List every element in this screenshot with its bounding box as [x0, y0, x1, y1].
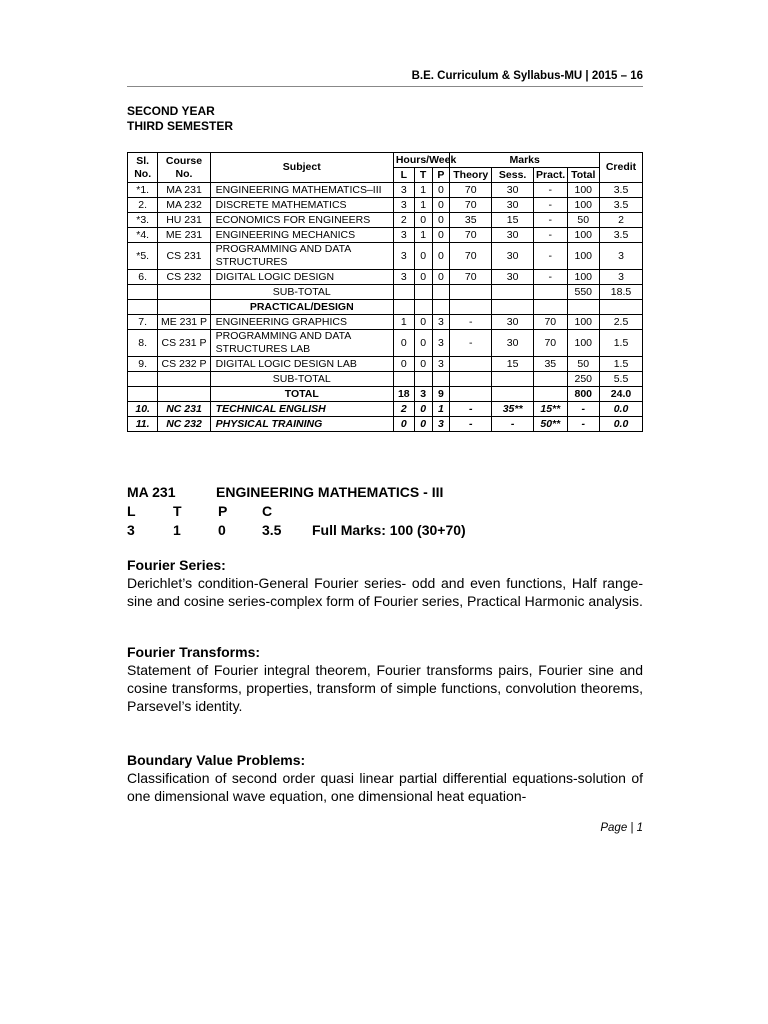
cell-theory: - — [450, 315, 492, 330]
cell-p: 3 — [432, 417, 450, 432]
table-cell — [393, 285, 414, 300]
cell-l: 3 — [393, 270, 414, 285]
cell-total-label: TOTAL — [210, 387, 393, 402]
cell-subject: ENGINEERING MATHEMATICS–III — [210, 183, 393, 198]
table-cell — [534, 300, 567, 315]
table-row — [128, 198, 643, 213]
table-row — [128, 330, 643, 357]
cell-subject: DISCRETE MATHEMATICS — [210, 198, 393, 213]
cell-pract: - — [534, 183, 567, 198]
cell-practical-heading: PRACTICAL/DESIGN — [210, 300, 393, 315]
cell-p: 0 — [432, 243, 450, 270]
cell-t: 1 — [414, 183, 432, 198]
cell-total: 100 — [567, 228, 599, 243]
cell-total: 100 — [567, 183, 599, 198]
cell-theory: - — [450, 330, 492, 357]
cell-sl: 6. — [128, 270, 158, 285]
ltpc-l-value: 3 — [127, 522, 135, 538]
cell-credit: 1.5 — [600, 357, 643, 372]
cell-course — [158, 285, 210, 300]
cell-pract: - — [534, 213, 567, 228]
table-header-row — [128, 153, 643, 168]
table-row — [128, 417, 643, 432]
cell-course: CS 231 P — [158, 330, 210, 357]
col-credit: Credit — [600, 153, 643, 183]
cell-course — [158, 300, 210, 315]
table-row — [128, 315, 643, 330]
table-cell — [414, 372, 432, 387]
cell-subject: ENGINEERING GRAPHICS — [210, 315, 393, 330]
cell-theory: - — [450, 417, 492, 432]
curriculum-table — [127, 152, 643, 432]
section-body: Classification of second order quasi linear partial differential equations-solution of one dimensional wave equation, one dimensional heat equation- — [127, 770, 643, 804]
course-code: MA 231 — [127, 484, 176, 500]
cell-sl — [128, 387, 158, 402]
table-cell — [450, 300, 492, 315]
cell-credit: 3.5 — [600, 228, 643, 243]
cell-sl: 7. — [128, 315, 158, 330]
cell-total: 800 — [567, 387, 599, 402]
ltpc-p-label: P — [218, 503, 228, 519]
col-hours: Hours/Week — [393, 153, 450, 168]
cell-sl — [128, 372, 158, 387]
cell-l: 3 — [393, 228, 414, 243]
section-boundary-value-problems — [127, 751, 643, 805]
cell-sess: 30 — [492, 243, 534, 270]
cell-t: 0 — [414, 402, 432, 417]
cell-theory: - — [450, 402, 492, 417]
table-cell — [534, 285, 567, 300]
table-cell — [534, 372, 567, 387]
cell-l: 3 — [393, 183, 414, 198]
cell-total: 100 — [567, 243, 599, 270]
cell-theory: 70 — [450, 270, 492, 285]
subtotal-row — [128, 372, 643, 387]
cell-sl: *3. — [128, 213, 158, 228]
cell-sess: 35** — [492, 402, 534, 417]
table-cell — [450, 387, 492, 402]
cell-total: 250 — [567, 372, 599, 387]
cell-sess: - — [492, 417, 534, 432]
ltpc-t-label: T — [173, 503, 182, 519]
table-row — [128, 402, 643, 417]
cell-t: 1 — [414, 198, 432, 213]
section-heading: Fourier Transforms: — [127, 644, 261, 660]
cell-p: 0 — [432, 270, 450, 285]
cell-credit: 5.5 — [600, 372, 643, 387]
table-cell — [414, 285, 432, 300]
cell-total: 100 — [567, 270, 599, 285]
cell-sess: 15 — [492, 357, 534, 372]
cell-credit: 0.0 — [600, 402, 643, 417]
table-cell — [432, 285, 450, 300]
cell-t: 3 — [414, 387, 432, 402]
cell-l: 2 — [393, 402, 414, 417]
cell-subject: PHYSICAL TRAINING — [210, 417, 393, 432]
practical-heading-row — [128, 300, 643, 315]
cell-total: 100 — [567, 330, 599, 357]
cell-p: 3 — [432, 357, 450, 372]
cell-sl: *4. — [128, 228, 158, 243]
cell-course: MA 232 — [158, 198, 210, 213]
cell-total: 100 — [567, 315, 599, 330]
cell-p: 0 — [432, 183, 450, 198]
col-t: T — [414, 168, 432, 183]
col-marks: Marks — [450, 153, 600, 168]
table-cell — [492, 300, 534, 315]
cell-theory — [450, 357, 492, 372]
cell-credit: 3.5 — [600, 198, 643, 213]
table-cell — [492, 285, 534, 300]
cell-p: 9 — [432, 387, 450, 402]
table-row — [128, 357, 643, 372]
section-heading: Boundary Value Problems: — [127, 752, 306, 768]
cell-l: 0 — [393, 357, 414, 372]
cell-sl: *1. — [128, 183, 158, 198]
cell-course — [158, 372, 210, 387]
cell-course: CS 232 P — [158, 357, 210, 372]
cell-sl — [128, 300, 158, 315]
cell-pract: 15** — [534, 402, 567, 417]
cell-l: 3 — [393, 243, 414, 270]
cell-l: 0 — [393, 330, 414, 357]
cell-t: 0 — [414, 213, 432, 228]
cell-credit: 3.5 — [600, 183, 643, 198]
cell-sess: 30 — [492, 228, 534, 243]
cell-pract: 35 — [534, 357, 567, 372]
cell-credit: 3 — [600, 243, 643, 270]
cell-subject: DIGITAL LOGIC DESIGN — [210, 270, 393, 285]
cell-subtotal-label: SUB-TOTAL — [210, 372, 393, 387]
cell-subject: DIGITAL LOGIC DESIGN LAB — [210, 357, 393, 372]
section-fourier-transforms — [127, 643, 643, 715]
cell-credit: 3 — [600, 270, 643, 285]
cell-sl — [128, 285, 158, 300]
cell-subject: ECONOMICS FOR ENGINEERS — [210, 213, 393, 228]
cell-course: CS 231 — [158, 243, 210, 270]
section-fourier-series — [127, 556, 643, 610]
col-total: Total — [567, 168, 599, 183]
col-pract: Pract. — [534, 168, 567, 183]
cell-credit: 18.5 — [600, 285, 643, 300]
cell-sess: 30 — [492, 270, 534, 285]
cell-sess: 15 — [492, 213, 534, 228]
cell-theory: 70 — [450, 183, 492, 198]
cell-theory: 70 — [450, 228, 492, 243]
col-subject: Subject — [210, 153, 393, 183]
cell-p: 0 — [432, 213, 450, 228]
cell-sl: 10. — [128, 402, 158, 417]
table-row — [128, 270, 643, 285]
cell-t: 0 — [414, 330, 432, 357]
table-cell — [492, 372, 534, 387]
table-row — [128, 183, 643, 198]
cell-total: - — [567, 402, 599, 417]
cell-total: 50 — [567, 357, 599, 372]
subtotal-row — [128, 285, 643, 300]
table-cell — [600, 300, 643, 315]
running-header: B.E. Curriculum & Syllabus-MU | 2015 – 16 — [411, 70, 643, 82]
cell-total: 50 — [567, 213, 599, 228]
cell-total: 550 — [567, 285, 599, 300]
cell-l: 0 — [393, 417, 414, 432]
cell-course: MA 231 — [158, 183, 210, 198]
cell-pract: 70 — [534, 315, 567, 330]
cell-t: 0 — [414, 417, 432, 432]
cell-l: 1 — [393, 315, 414, 330]
ltpc-l-label: L — [127, 503, 136, 519]
cell-t: 1 — [414, 228, 432, 243]
cell-t: 0 — [414, 270, 432, 285]
ltpc-c-value: 3.5 — [262, 522, 282, 538]
cell-l: 18 — [393, 387, 414, 402]
col-sl: Sl. No. — [128, 153, 158, 183]
cell-subject: ENGINEERING MECHANICS — [210, 228, 393, 243]
cell-subject: PROGRAMMING AND DATA STRUCTURES — [210, 243, 393, 270]
cell-course: NC 231 — [158, 402, 210, 417]
full-marks: Full Marks: 100 (30+70) — [312, 522, 466, 538]
table-cell — [432, 300, 450, 315]
cell-credit: 0.0 — [600, 417, 643, 432]
cell-pract: 70 — [534, 330, 567, 357]
table-cell — [492, 387, 534, 402]
table-row — [128, 213, 643, 228]
page-number: Page | 1 — [600, 822, 643, 834]
header-rule — [127, 86, 643, 87]
cell-subtotal-label: SUB-TOTAL — [210, 285, 393, 300]
cell-course — [158, 387, 210, 402]
section-body: Derichlet’s condition-General Fourier series- odd and even functions, Half range-sine and cosine series-complex form of Fourier series, Practical Harmonic analysis. — [127, 575, 643, 609]
ltpc-p-value: 0 — [218, 522, 226, 538]
cell-pract: 50** — [534, 417, 567, 432]
table-cell — [432, 372, 450, 387]
cell-course: CS 232 — [158, 270, 210, 285]
table-cell — [393, 300, 414, 315]
cell-sl: 8. — [128, 330, 158, 357]
cell-l: 2 — [393, 213, 414, 228]
semester-label: THIRD SEMESTER — [127, 119, 234, 133]
cell-t: 0 — [414, 357, 432, 372]
table-body — [128, 183, 643, 432]
cell-p: 0 — [432, 198, 450, 213]
col-sess: Sess. — [492, 168, 534, 183]
table-cell — [393, 372, 414, 387]
cell-p: 1 — [432, 402, 450, 417]
cell-sess: 30 — [492, 315, 534, 330]
cell-t: 0 — [414, 315, 432, 330]
cell-total: 100 — [567, 198, 599, 213]
cell-total: - — [567, 417, 599, 432]
table-row — [128, 228, 643, 243]
cell-pract: - — [534, 198, 567, 213]
col-p: P — [432, 168, 450, 183]
cell-sess: 30 — [492, 183, 534, 198]
table-cell — [450, 372, 492, 387]
cell-credit: 24.0 — [600, 387, 643, 402]
cell-t: 0 — [414, 243, 432, 270]
cell-pract: - — [534, 228, 567, 243]
col-course: Course No. — [158, 153, 210, 183]
cell-sl: *5. — [128, 243, 158, 270]
cell-course: NC 232 — [158, 417, 210, 432]
cell-course: HU 231 — [158, 213, 210, 228]
cell-credit: 2 — [600, 213, 643, 228]
cell-theory: 35 — [450, 213, 492, 228]
table-cell — [567, 300, 599, 315]
cell-pract: - — [534, 243, 567, 270]
cell-pract: - — [534, 270, 567, 285]
col-l: L — [393, 168, 414, 183]
year-label: SECOND YEAR — [127, 104, 215, 118]
cell-sl: 9. — [128, 357, 158, 372]
cell-credit: 1.5 — [600, 330, 643, 357]
table-row — [128, 243, 643, 270]
table-cell — [534, 387, 567, 402]
cell-theory: 70 — [450, 243, 492, 270]
section-body: Statement of Fourier integral theorem, Fourier transforms pairs, Fourier sine and cosine transforms, properties, transform of simple functions, convolution theorems, Parsevel’s identity. — [127, 662, 643, 714]
cell-p: 0 — [432, 228, 450, 243]
cell-sl: 11. — [128, 417, 158, 432]
course-title: ENGINEERING MATHEMATICS - III — [216, 484, 444, 500]
cell-l: 3 — [393, 198, 414, 213]
semester-title — [127, 104, 233, 134]
cell-p: 3 — [432, 330, 450, 357]
ltpc-c-label: C — [262, 503, 273, 519]
grand-total-row — [128, 387, 643, 402]
section-heading: Fourier Series: — [127, 557, 226, 573]
cell-p: 3 — [432, 315, 450, 330]
cell-subject: PROGRAMMING AND DATA STRUCTURES LAB — [210, 330, 393, 357]
col-theory: Theory — [450, 168, 492, 183]
cell-course: ME 231 P — [158, 315, 210, 330]
cell-sl: 2. — [128, 198, 158, 213]
cell-sess: 30 — [492, 330, 534, 357]
table-cell — [414, 300, 432, 315]
cell-credit: 2.5 — [600, 315, 643, 330]
cell-theory: 70 — [450, 198, 492, 213]
cell-subject: TECHNICAL ENGLISH — [210, 402, 393, 417]
cell-course: ME 231 — [158, 228, 210, 243]
cell-sess: 30 — [492, 198, 534, 213]
table-cell — [450, 285, 492, 300]
ltpc-t-value: 1 — [173, 522, 181, 538]
